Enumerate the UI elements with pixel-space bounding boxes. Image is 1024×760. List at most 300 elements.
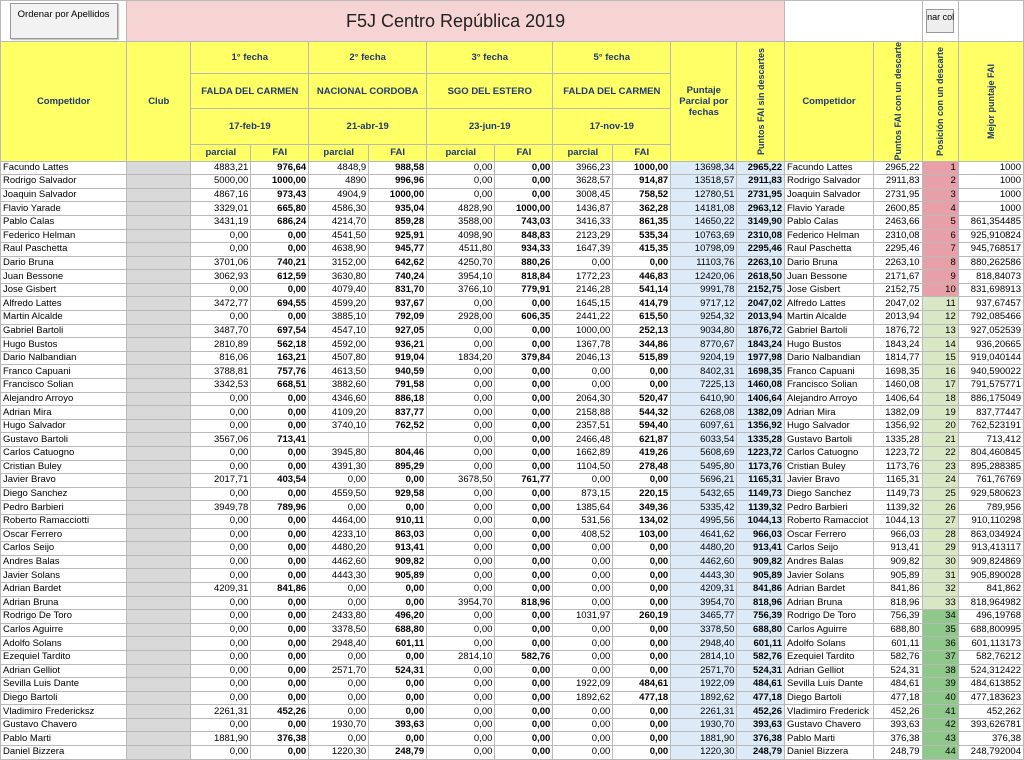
- competitor-name[interactable]: Adrian Mira: [1, 406, 127, 420]
- parcial-2[interactable]: 0,00: [309, 596, 369, 610]
- parcial-3[interactable]: 4511,80: [427, 243, 495, 257]
- competitor-name[interactable]: Cristian Buley: [1, 460, 127, 474]
- puntaje-parcial[interactable]: 13518,57: [671, 175, 737, 189]
- parcial-1[interactable]: 0,00: [191, 746, 251, 760]
- parcial-1[interactable]: 3949,78: [191, 501, 251, 515]
- fai-3[interactable]: 818,96: [495, 596, 553, 610]
- posicion[interactable]: 4: [922, 202, 958, 216]
- fai-2[interactable]: 393,63: [369, 718, 427, 732]
- puntos-fai-sin[interactable]: 2618,50: [737, 270, 785, 284]
- posicion[interactable]: 25: [922, 487, 958, 501]
- fai-2[interactable]: 937,67: [369, 297, 427, 311]
- mejor-puntaje[interactable]: 713,412: [958, 433, 1023, 447]
- mejor-puntaje[interactable]: 818,964982: [958, 596, 1023, 610]
- fai-1[interactable]: 976,64: [251, 161, 309, 175]
- parcial-2[interactable]: 4613,50: [309, 365, 369, 379]
- posicion[interactable]: 11: [922, 297, 958, 311]
- competitor-name[interactable]: Martin Alcalde: [1, 311, 127, 325]
- puntaje-parcial[interactable]: 1220,30: [671, 746, 737, 760]
- parcial-5[interactable]: 2146,28: [553, 283, 613, 297]
- puntos-fai-con[interactable]: 524,31: [873, 664, 922, 678]
- parcial-1[interactable]: 2017,71: [191, 474, 251, 488]
- puntos-fai-con[interactable]: 1165,31: [873, 474, 922, 488]
- puntaje-parcial[interactable]: 4995,56: [671, 514, 737, 528]
- parcial-3[interactable]: 4250,70: [427, 256, 495, 270]
- fai-5[interactable]: 134,02: [613, 514, 671, 528]
- parcial-1[interactable]: 0,00: [191, 487, 251, 501]
- parcial-1[interactable]: 0,00: [191, 691, 251, 705]
- fai-1[interactable]: 0,00: [251, 243, 309, 257]
- fai-2[interactable]: 792,09: [369, 311, 427, 325]
- fai-3[interactable]: 0,00: [495, 501, 553, 515]
- parcial-5[interactable]: 1662,89: [553, 447, 613, 461]
- fai-5[interactable]: 0,00: [613, 555, 671, 569]
- puntaje-parcial[interactable]: 8402,31: [671, 365, 737, 379]
- club-cell[interactable]: [127, 365, 191, 379]
- competitor-name-2[interactable]: Rodrigo Salvador: [785, 175, 874, 189]
- parcial-3[interactable]: 0,00: [427, 691, 495, 705]
- puntaje-parcial[interactable]: 5495,80: [671, 460, 737, 474]
- parcial-3[interactable]: 3954,10: [427, 270, 495, 284]
- puntos-fai-con[interactable]: 1356,92: [873, 419, 922, 433]
- parcial-1[interactable]: 4883,21: [191, 161, 251, 175]
- competitor-name[interactable]: Flavio Yarade: [1, 202, 127, 216]
- competitor-name-2[interactable]: Roberto Ramacciot: [785, 514, 874, 528]
- mejor-puntaje[interactable]: 913,413117: [958, 542, 1023, 556]
- puntos-fai-con[interactable]: 452,26: [873, 705, 922, 719]
- puntaje-parcial[interactable]: 9717,12: [671, 297, 737, 311]
- puntos-fai-con[interactable]: 1139,32: [873, 501, 922, 515]
- club-cell[interactable]: [127, 311, 191, 325]
- puntaje-parcial[interactable]: 3954,70: [671, 596, 737, 610]
- fai-5[interactable]: 0,00: [613, 542, 671, 556]
- puntos-fai-con[interactable]: 248,79: [873, 746, 922, 760]
- fai-2[interactable]: 496,20: [369, 610, 427, 624]
- puntos-fai-sin[interactable]: 688,80: [737, 623, 785, 637]
- competitor-name[interactable]: Raul Paschetta: [1, 243, 127, 257]
- fai-1[interactable]: 0,00: [251, 229, 309, 243]
- fai-5[interactable]: 477,18: [613, 691, 671, 705]
- competitor-name[interactable]: Joaquin Salvador: [1, 188, 127, 202]
- puntaje-parcial[interactable]: 13698,34: [671, 161, 737, 175]
- fai-3[interactable]: 606,35: [495, 311, 553, 325]
- competitor-name-2[interactable]: Rodrigo De Toro: [785, 610, 874, 624]
- puntos-fai-sin[interactable]: 2152,75: [737, 283, 785, 297]
- puntaje-parcial[interactable]: 2814,10: [671, 650, 737, 664]
- parcial-2[interactable]: 1930,70: [309, 718, 369, 732]
- posicion[interactable]: 5: [922, 215, 958, 229]
- fai-5[interactable]: 349,36: [613, 501, 671, 515]
- fai-2[interactable]: 940,59: [369, 365, 427, 379]
- fai-3[interactable]: 0,00: [495, 555, 553, 569]
- club-cell[interactable]: [127, 528, 191, 542]
- mejor-puntaje[interactable]: 880,262586: [958, 256, 1023, 270]
- fai-3[interactable]: 0,00: [495, 338, 553, 352]
- parcial-3[interactable]: 0,00: [427, 297, 495, 311]
- puntos-fai-sin[interactable]: 1698,35: [737, 365, 785, 379]
- puntos-fai-sin[interactable]: 1149,73: [737, 487, 785, 501]
- competitor-name[interactable]: Rodrigo De Toro: [1, 610, 127, 624]
- competitor-name-2[interactable]: Javier Bravo: [785, 474, 874, 488]
- fai-1[interactable]: 0,00: [251, 447, 309, 461]
- parcial-2[interactable]: 0,00: [309, 474, 369, 488]
- mejor-puntaje[interactable]: 1000: [958, 188, 1023, 202]
- puntaje-parcial[interactable]: 3465,77: [671, 610, 737, 624]
- parcial-3[interactable]: 0,00: [427, 501, 495, 515]
- fai-1[interactable]: 0,00: [251, 283, 309, 297]
- fai-5[interactable]: 0,00: [613, 637, 671, 651]
- mejor-puntaje[interactable]: 524,312422: [958, 664, 1023, 678]
- posicion[interactable]: 16: [922, 365, 958, 379]
- fai-1[interactable]: 973,43: [251, 188, 309, 202]
- parcial-2[interactable]: 3152,00: [309, 256, 369, 270]
- competitor-name-2[interactable]: Martin Alcalde: [785, 311, 874, 325]
- fai-1[interactable]: 0,00: [251, 650, 309, 664]
- puntos-fai-con[interactable]: 1044,13: [873, 514, 922, 528]
- puntos-fai-sin[interactable]: 1139,32: [737, 501, 785, 515]
- puntaje-parcial[interactable]: 10763,69: [671, 229, 737, 243]
- puntos-fai-con[interactable]: 688,80: [873, 623, 922, 637]
- fai-3[interactable]: 0,00: [495, 379, 553, 393]
- fai-5[interactable]: 535,34: [613, 229, 671, 243]
- puntos-fai-sin[interactable]: 1335,28: [737, 433, 785, 447]
- parcial-1[interactable]: 0,00: [191, 283, 251, 297]
- competitor-name-2[interactable]: Gabriel Bartoli: [785, 324, 874, 338]
- parcial-5[interactable]: 1367,78: [553, 338, 613, 352]
- club-cell[interactable]: [127, 297, 191, 311]
- competitor-name[interactable]: Alfredo Lattes: [1, 297, 127, 311]
- parcial-3[interactable]: 0,00: [427, 718, 495, 732]
- fai-2[interactable]: 996,96: [369, 175, 427, 189]
- mejor-puntaje[interactable]: 940,590022: [958, 365, 1023, 379]
- fai-3[interactable]: 743,03: [495, 215, 553, 229]
- competitor-name[interactable]: Hugo Salvador: [1, 419, 127, 433]
- parcial-5[interactable]: 2046,13: [553, 351, 613, 365]
- fai-5[interactable]: 0,00: [613, 365, 671, 379]
- fai-1[interactable]: 0,00: [251, 528, 309, 542]
- parcial-1[interactable]: 3431,19: [191, 215, 251, 229]
- posicion[interactable]: 26: [922, 501, 958, 515]
- fai-2[interactable]: 0,00: [369, 691, 427, 705]
- parcial-5[interactable]: 3628,57: [553, 175, 613, 189]
- competitor-name[interactable]: Francisco Solian: [1, 379, 127, 393]
- fai-1[interactable]: 0,00: [251, 487, 309, 501]
- fai-2[interactable]: 524,31: [369, 664, 427, 678]
- competitor-name[interactable]: Franco Capuani: [1, 365, 127, 379]
- parcial-1[interactable]: 0,00: [191, 718, 251, 732]
- parcial-2[interactable]: 2948,40: [309, 637, 369, 651]
- club-cell[interactable]: [127, 746, 191, 760]
- puntos-fai-con[interactable]: 2013,94: [873, 311, 922, 325]
- competitor-name-2[interactable]: Federico Helman: [785, 229, 874, 243]
- parcial-3[interactable]: 3766,10: [427, 283, 495, 297]
- club-cell[interactable]: [127, 678, 191, 692]
- fai-3[interactable]: 582,76: [495, 650, 553, 664]
- puntaje-parcial[interactable]: 4462,60: [671, 555, 737, 569]
- puntos-fai-con[interactable]: 1843,24: [873, 338, 922, 352]
- competitor-name[interactable]: Javier Bravo: [1, 474, 127, 488]
- parcial-1[interactable]: 0,00: [191, 406, 251, 420]
- fai-5[interactable]: 0,00: [613, 596, 671, 610]
- posicion[interactable]: 21: [922, 433, 958, 447]
- fai-3[interactable]: 0,00: [495, 582, 553, 596]
- competitor-name-2[interactable]: Dario Nalbandian: [785, 351, 874, 365]
- parcial-2[interactable]: 4462,60: [309, 555, 369, 569]
- parcial-5[interactable]: 0,00: [553, 256, 613, 270]
- posicion[interactable]: 44: [922, 746, 958, 760]
- mejor-puntaje[interactable]: 831,698913: [958, 283, 1023, 297]
- competitor-name[interactable]: Federico Helman: [1, 229, 127, 243]
- competitor-name[interactable]: Adrian Bardet: [1, 582, 127, 596]
- fai-5[interactable]: 278,48: [613, 460, 671, 474]
- parcial-3[interactable]: 1834,20: [427, 351, 495, 365]
- parcial-3[interactable]: 0,00: [427, 392, 495, 406]
- parcial-3[interactable]: 0,00: [427, 732, 495, 746]
- competitor-name-2[interactable]: Vladimiro Frederick: [785, 705, 874, 719]
- fai-5[interactable]: 594,40: [613, 419, 671, 433]
- fai-1[interactable]: 740,21: [251, 256, 309, 270]
- parcial-1[interactable]: 2261,31: [191, 705, 251, 719]
- competitor-name[interactable]: Oscar Ferrero: [1, 528, 127, 542]
- fai-2[interactable]: 988,58: [369, 161, 427, 175]
- fai-3[interactable]: 0,00: [495, 705, 553, 719]
- puntos-fai-sin[interactable]: 2047,02: [737, 297, 785, 311]
- parcial-1[interactable]: 0,00: [191, 528, 251, 542]
- parcial-5[interactable]: 2123,29: [553, 229, 613, 243]
- puntos-fai-sin[interactable]: 2263,10: [737, 256, 785, 270]
- posicion[interactable]: 35: [922, 623, 958, 637]
- competitor-name-2[interactable]: Adrian Mira: [785, 406, 874, 420]
- puntaje-parcial[interactable]: 4641,62: [671, 528, 737, 542]
- fai-1[interactable]: 757,76: [251, 365, 309, 379]
- parcial-5[interactable]: 1000,00: [553, 324, 613, 338]
- competitor-name-2[interactable]: Carlos Aguirre: [785, 623, 874, 637]
- parcial-2[interactable]: 0,00: [309, 650, 369, 664]
- parcial-5[interactable]: 1436,87: [553, 202, 613, 216]
- club-cell[interactable]: [127, 555, 191, 569]
- fai-5[interactable]: 0,00: [613, 732, 671, 746]
- puntos-fai-sin[interactable]: 2295,46: [737, 243, 785, 257]
- fai-5[interactable]: 220,15: [613, 487, 671, 501]
- fai-1[interactable]: 0,00: [251, 718, 309, 732]
- competitor-name-2[interactable]: Diego Bartoli: [785, 691, 874, 705]
- puntos-fai-con[interactable]: 1335,28: [873, 433, 922, 447]
- parcial-3[interactable]: 0,00: [427, 324, 495, 338]
- parcial-2[interactable]: 4464,00: [309, 514, 369, 528]
- mejor-puntaje[interactable]: 905,890028: [958, 569, 1023, 583]
- parcial-2[interactable]: 0,00: [309, 501, 369, 515]
- puntos-fai-con[interactable]: 1876,72: [873, 324, 922, 338]
- competitor-name[interactable]: Adrian Bruna: [1, 596, 127, 610]
- posicion[interactable]: 39: [922, 678, 958, 692]
- fai-1[interactable]: 841,86: [251, 582, 309, 596]
- fai-5[interactable]: 758,52: [613, 188, 671, 202]
- posicion[interactable]: 33: [922, 596, 958, 610]
- fai-3[interactable]: 0,00: [495, 610, 553, 624]
- parcial-1[interactable]: 3329,01: [191, 202, 251, 216]
- fai-3[interactable]: 0,00: [495, 297, 553, 311]
- club-cell[interactable]: [127, 596, 191, 610]
- parcial-1[interactable]: 4867,16: [191, 188, 251, 202]
- puntos-fai-con[interactable]: 905,89: [873, 569, 922, 583]
- fai-3[interactable]: 0,00: [495, 623, 553, 637]
- parcial-1[interactable]: 0,00: [191, 311, 251, 325]
- parcial-3[interactable]: 4828,90: [427, 202, 495, 216]
- competitor-name-2[interactable]: Alfredo Lattes: [785, 297, 874, 311]
- competitor-name[interactable]: Andres Balas: [1, 555, 127, 569]
- competitor-name-2[interactable]: Juan Bessone: [785, 270, 874, 284]
- parcial-1[interactable]: 3342,53: [191, 379, 251, 393]
- puntos-fai-sin[interactable]: 2731,95: [737, 188, 785, 202]
- parcial-3[interactable]: 0,00: [427, 514, 495, 528]
- fai-1[interactable]: 668,51: [251, 379, 309, 393]
- puntos-fai-con[interactable]: 2171,67: [873, 270, 922, 284]
- mejor-puntaje[interactable]: 804,460845: [958, 447, 1023, 461]
- club-cell[interactable]: [127, 501, 191, 515]
- fai-3[interactable]: 0,00: [495, 718, 553, 732]
- puntos-fai-con[interactable]: 913,41: [873, 542, 922, 556]
- competitor-name-2[interactable]: Carlos Seijo: [785, 542, 874, 556]
- club-cell[interactable]: [127, 406, 191, 420]
- competitor-name-2[interactable]: Pedro Barbieri: [785, 501, 874, 515]
- parcial-3[interactable]: 0,00: [427, 623, 495, 637]
- competitor-name[interactable]: Pablo Calas: [1, 215, 127, 229]
- club-cell[interactable]: [127, 161, 191, 175]
- fai-3[interactable]: 0,00: [495, 324, 553, 338]
- fai-2[interactable]: 804,46: [369, 447, 427, 461]
- fai-5[interactable]: 419,26: [613, 447, 671, 461]
- puntos-fai-con[interactable]: 1406,64: [873, 392, 922, 406]
- mejor-puntaje[interactable]: 863,034924: [958, 528, 1023, 542]
- puntaje-parcial[interactable]: 2948,40: [671, 637, 737, 651]
- fai-5[interactable]: 0,00: [613, 705, 671, 719]
- parcial-1[interactable]: 0,00: [191, 555, 251, 569]
- fai-3[interactable]: 0,00: [495, 514, 553, 528]
- fai-2[interactable]: 831,70: [369, 283, 427, 297]
- posicion[interactable]: 22: [922, 447, 958, 461]
- parcial-1[interactable]: 1881,90: [191, 732, 251, 746]
- parcial-3[interactable]: 0,00: [427, 188, 495, 202]
- parcial-3[interactable]: 0,00: [427, 569, 495, 583]
- fai-5[interactable]: 0,00: [613, 582, 671, 596]
- fai-5[interactable]: 446,83: [613, 270, 671, 284]
- puntaje-parcial[interactable]: 9034,80: [671, 324, 737, 338]
- posicion[interactable]: 8: [922, 256, 958, 270]
- parcial-1[interactable]: 0,00: [191, 460, 251, 474]
- fai-2[interactable]: 791,58: [369, 379, 427, 393]
- mejor-puntaje[interactable]: 895,288385: [958, 460, 1023, 474]
- fai-2[interactable]: 0,00: [369, 501, 427, 515]
- puntos-fai-sin[interactable]: 966,03: [737, 528, 785, 542]
- competitor-name[interactable]: Juan Bessone: [1, 270, 127, 284]
- puntos-fai-con[interactable]: 601,11: [873, 637, 922, 651]
- fai-2[interactable]: 0,00: [369, 650, 427, 664]
- competitor-name-2[interactable]: Francisco Solian: [785, 379, 874, 393]
- competitor-name-2[interactable]: Carlos Catuogno: [785, 447, 874, 461]
- puntos-fai-sin[interactable]: 248,79: [737, 746, 785, 760]
- parcial-5[interactable]: 2466,48: [553, 433, 613, 447]
- parcial-1[interactable]: 0,00: [191, 419, 251, 433]
- mejor-puntaje[interactable]: 477,183623: [958, 691, 1023, 705]
- puntaje-parcial[interactable]: 1930,70: [671, 718, 737, 732]
- fai-2[interactable]: 886,18: [369, 392, 427, 406]
- parcial-2[interactable]: 3885,10: [309, 311, 369, 325]
- parcial-2[interactable]: 3740,10: [309, 419, 369, 433]
- club-cell[interactable]: [127, 447, 191, 461]
- competitor-name[interactable]: Alejandro Arroyo: [1, 392, 127, 406]
- posicion[interactable]: 10: [922, 283, 958, 297]
- puntos-fai-con[interactable]: 756,39: [873, 610, 922, 624]
- posicion[interactable]: 12: [922, 311, 958, 325]
- competitor-name-2[interactable]: Jose Gisbert: [785, 283, 874, 297]
- puntaje-parcial[interactable]: 9204,19: [671, 351, 737, 365]
- competitor-name[interactable]: Gustavo Bartoli: [1, 433, 127, 447]
- parcial-2[interactable]: 3378,50: [309, 623, 369, 637]
- parcial-1[interactable]: 3701,06: [191, 256, 251, 270]
- parcial-3[interactable]: 0,00: [427, 338, 495, 352]
- parcial-1[interactable]: 0,00: [191, 610, 251, 624]
- fai-3[interactable]: 0,00: [495, 460, 553, 474]
- parcial-2[interactable]: 0,00: [309, 691, 369, 705]
- puntos-fai-con[interactable]: 1460,08: [873, 379, 922, 393]
- fai-3[interactable]: 0,00: [495, 664, 553, 678]
- posicion[interactable]: 15: [922, 351, 958, 365]
- fai-2[interactable]: 927,05: [369, 324, 427, 338]
- club-cell[interactable]: [127, 324, 191, 338]
- competitor-name-2[interactable]: Hugo Salvador: [785, 419, 874, 433]
- club-cell[interactable]: [127, 474, 191, 488]
- parcial-3[interactable]: 2928,00: [427, 311, 495, 325]
- posicion[interactable]: 24: [922, 474, 958, 488]
- puntaje-parcial[interactable]: 1881,90: [671, 732, 737, 746]
- parcial-2[interactable]: 3945,80: [309, 447, 369, 461]
- club-cell[interactable]: [127, 392, 191, 406]
- posicion[interactable]: 29: [922, 542, 958, 556]
- fai-2[interactable]: 0,00: [369, 474, 427, 488]
- fai-5[interactable]: 0,00: [613, 746, 671, 760]
- puntos-fai-sin[interactable]: 913,41: [737, 542, 785, 556]
- puntaje-parcial[interactable]: 5335,42: [671, 501, 737, 515]
- parcial-2[interactable]: 3630,80: [309, 270, 369, 284]
- club-cell[interactable]: [127, 215, 191, 229]
- competitor-name-2[interactable]: Facundo Lattes: [785, 161, 874, 175]
- competitor-name[interactable]: Dario Nalbandian: [1, 351, 127, 365]
- puntos-fai-sin[interactable]: 1843,24: [737, 338, 785, 352]
- fai-3[interactable]: 0,00: [495, 419, 553, 433]
- parcial-5[interactable]: 0,00: [553, 732, 613, 746]
- parcial-1[interactable]: 0,00: [191, 514, 251, 528]
- puntaje-parcial[interactable]: 9991,78: [671, 283, 737, 297]
- parcial-5[interactable]: 1647,39: [553, 243, 613, 257]
- puntaje-parcial[interactable]: 2261,31: [671, 705, 737, 719]
- parcial-5[interactable]: 1385,64: [553, 501, 613, 515]
- fai-2[interactable]: [369, 433, 427, 447]
- mejor-puntaje[interactable]: 861,354485: [958, 215, 1023, 229]
- puntaje-parcial[interactable]: 14650,22: [671, 215, 737, 229]
- puntos-fai-sin[interactable]: 2963,12: [737, 202, 785, 216]
- parcial-2[interactable]: 4547,10: [309, 324, 369, 338]
- club-cell[interactable]: [127, 270, 191, 284]
- fai-5[interactable]: 615,50: [613, 311, 671, 325]
- fai-1[interactable]: 686,24: [251, 215, 309, 229]
- mejor-puntaje[interactable]: 393,626781: [958, 718, 1023, 732]
- fai-1[interactable]: 0,00: [251, 623, 309, 637]
- fai-1[interactable]: 376,38: [251, 732, 309, 746]
- club-cell[interactable]: [127, 718, 191, 732]
- fai-1[interactable]: 665,80: [251, 202, 309, 216]
- parcial-3[interactable]: 0,00: [427, 555, 495, 569]
- fai-2[interactable]: 936,21: [369, 338, 427, 352]
